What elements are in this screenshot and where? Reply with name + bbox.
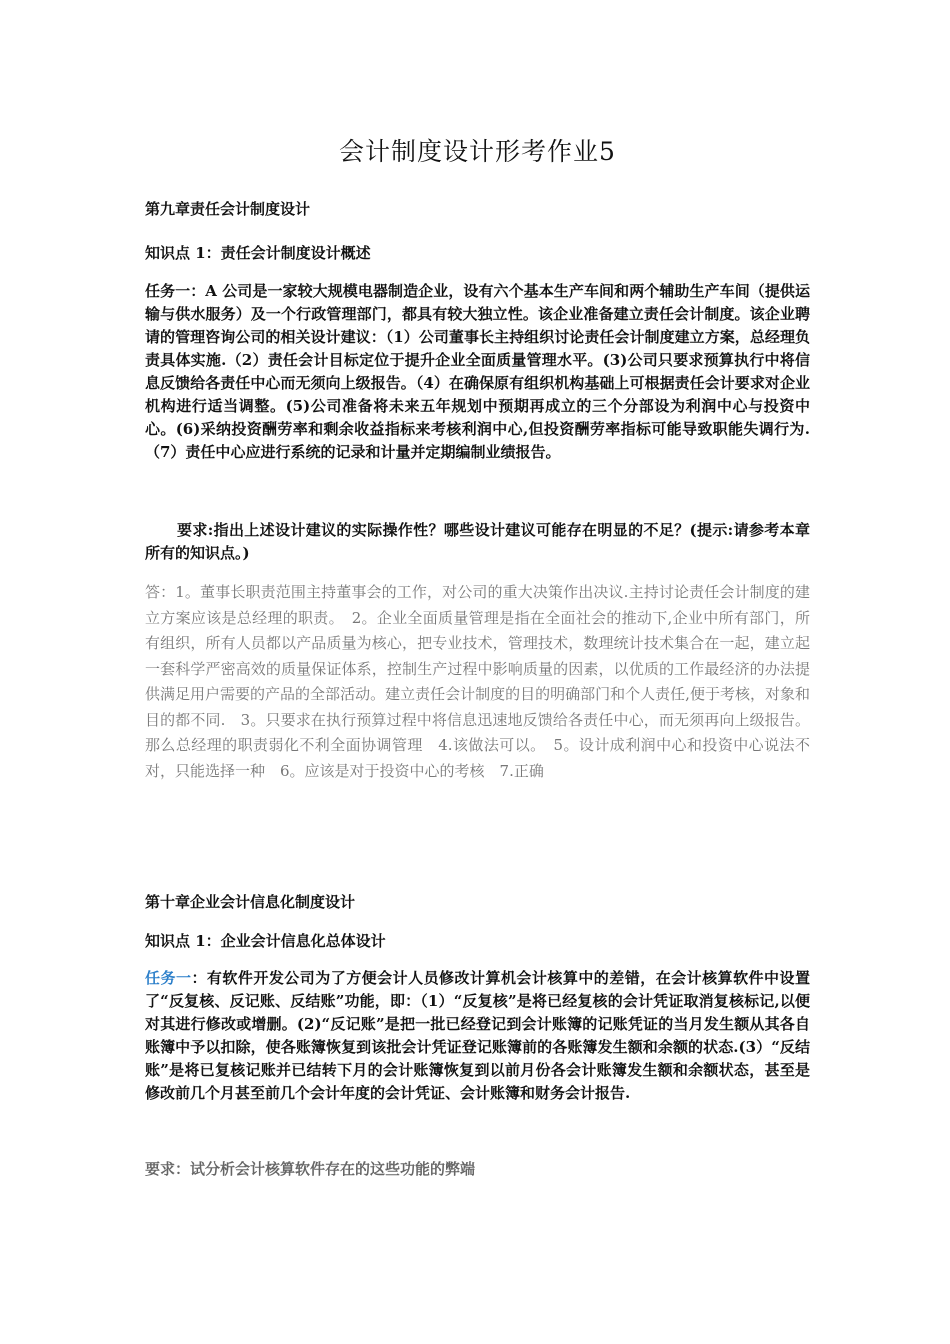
chapter-10-task bbox=[145, 967, 810, 1105]
chapter-9-heading: 第九章责任会计制度设计 bbox=[145, 200, 311, 218]
chapter-9-knowledge-point: 知识点 1：责任会计制度设计概述 bbox=[145, 244, 371, 262]
chapter-10-task-label: 任务一 bbox=[145, 969, 192, 987]
chapter-10-heading: 第十章企业会计信息化制度设计 bbox=[145, 893, 356, 911]
chapter-9-requirement: 要求:指出上述设计建议的实际操作性？哪些设计建议可能存在明显的不足？(提示:请参考本章所有的知识点。) bbox=[145, 521, 810, 562]
chapter-10-task-text: ：有软件开发公司为了方便会计人员修改计算机会计核算中的差错，在会计核算软件中设置了“反复核、反记账、反结账”功能，即：（1）“反复核”是将已经复核的会计凭证取消复核标记,以便对其进行修改或增删。(2)“反记账”是把一批已经登记到会计账簿的记账凭证的当月发生额从其各自账簿中予以扣除，使各账簿恢复到该批会计凭证登记账簿前的各账簿发生额和余额的状态.(3）“反结账”是将已复核记账并已结转下月的会计账簿恢复到以前月份各会计账簿发生额和余额状态，甚至是修改前几个月甚至前几个会计年度的会计凭证、会计账簿和财务会计报告. bbox=[145, 969, 810, 1102]
chapter-9-answer: 答：1。董事长职责范围主持董事会的工作，对公司的重大决策作出决议.主持讨论责任会计制度的建立方案应该是总经理的职责。 2。企业全面质量管理是指在全面社会的推动下,企业中所有部门，所有组织，所有人员都以产品质量为核心，把专业技术，管理技术，数理统计技术集合在一起，建立起一套科学严密高效的质量保证体系，控制生产过程中影响质量的因素，以优质的工作最经济的办法提供满足用户需要的产品的全部活动。建立责任会计制度的目的明确部门和个人责任,便于考核，对象和目的都不同. 3。只要求在执行预算过程中将信息迅速地反馈给各责任中心，而无须再向上级报告。那么总经理的职责弱化不利全面协调管理 4.该做法可以。 5。设计成利润中心和投资中心说法不对，只能选择一种 6。应该是对于投资中心的考核 7.正确 bbox=[145, 583, 810, 780]
chapter-10-requirement: 要求：试分析会计核算软件存在的这些功能的弊端 bbox=[145, 1160, 476, 1178]
chapter-9-task-text: 任务一：A 公司是一家较大规模电器制造企业，设有六个基本生产车间和两个辅助生产车间（提供运输与供水服务）及一个行政管理部门，都具有较大独立性。该企业准备建立责任会计制度。该企业聘请的管理咨询公司的相关设计建议：（1）公司董事长主持组织讨论责任会计制度建立方案，总经理负责具体实施.（2）责任会计目标定位于提升企业全面质量管理水平。(3)公司只要求预算执行中将信息反馈给各责任中心而无须向上级报告。（4）在确保原有组织机构基础上可根据责任会计要求对企业机构进行适当调整。(5)公司准备将未来五年规划中预期再成立的三个分部设为利润中心与投资中心。(6)采纳投资酬劳率和剩余收益指标来考核利润中心,但投资酬劳率指标可能导致职能失调行为.（7）责任中心应进行系统的记录和计量并定期编制业绩报告。 bbox=[145, 282, 810, 461]
document-title: 会计制度设计形考作业5 bbox=[339, 137, 616, 166]
chapter-10-knowledge-point: 知识点 1：企业会计信息化总体设计 bbox=[145, 932, 386, 950]
